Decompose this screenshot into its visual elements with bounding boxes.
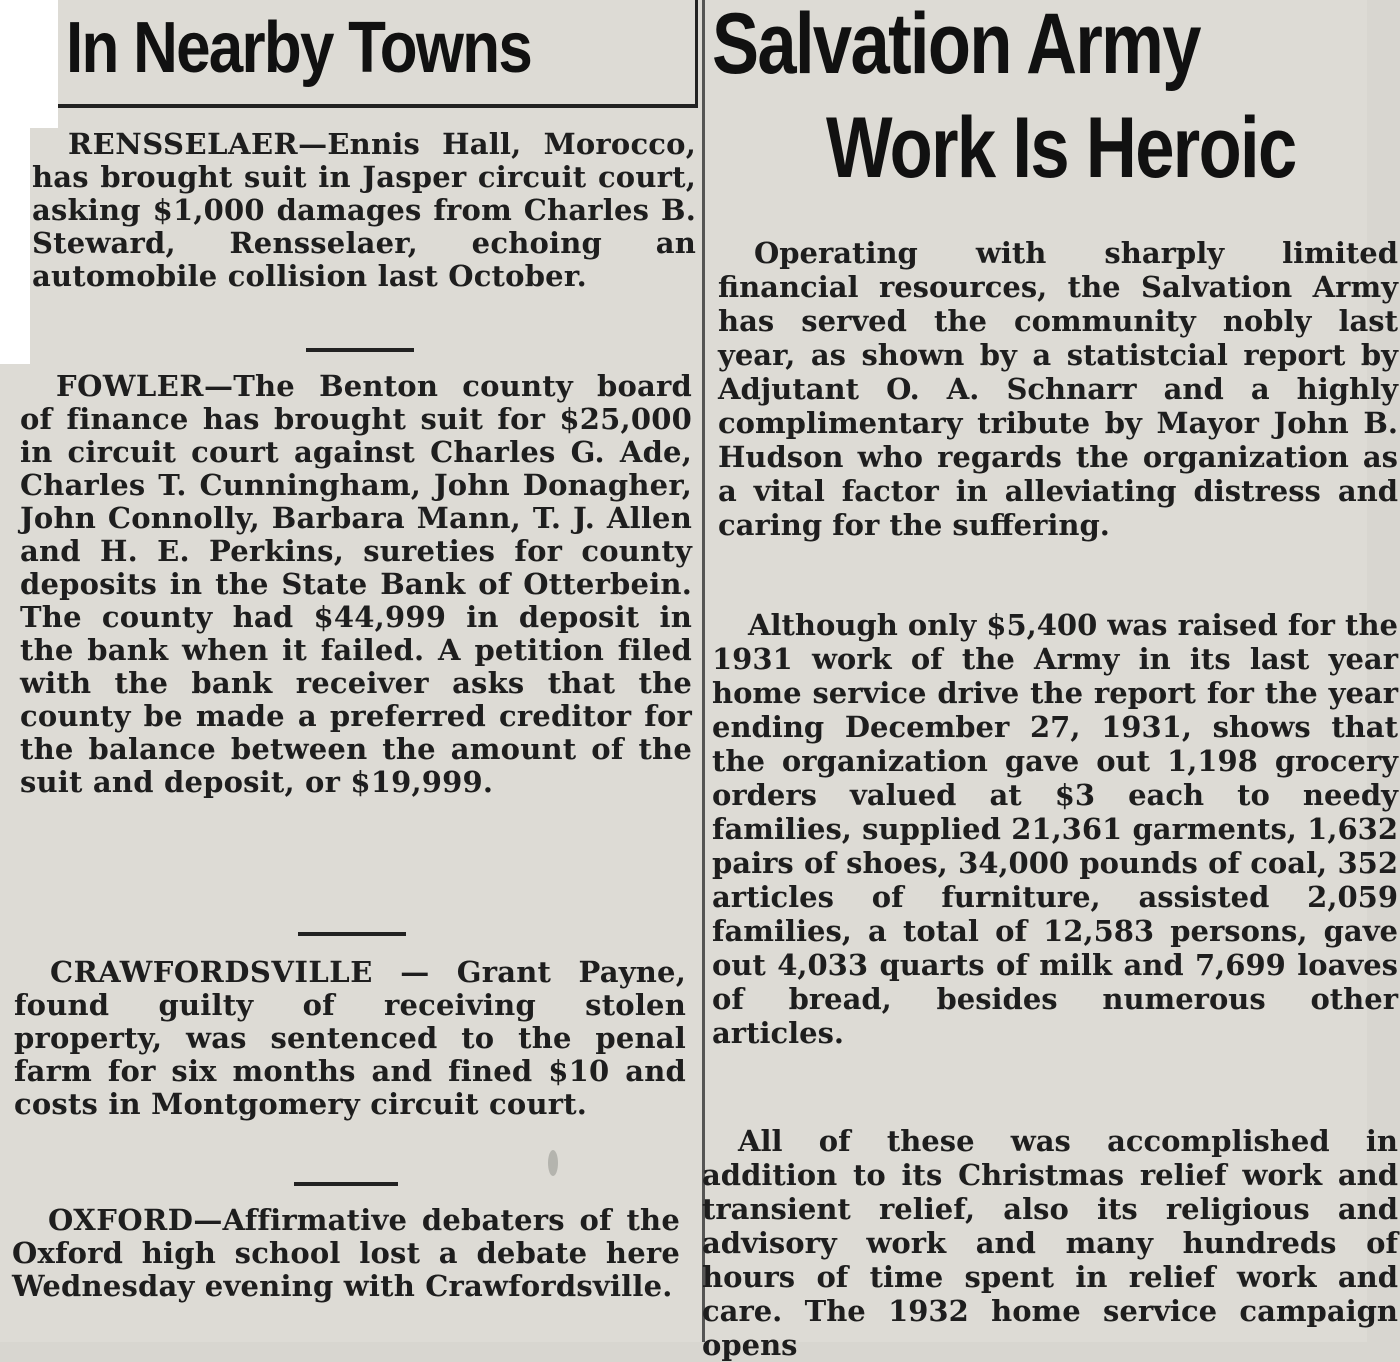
right-headline-line1: Salvation Army: [712, 0, 1200, 92]
article-paragraph-1: Operating with sharply limited financial resources, the Salvation Army has served the community nobly last year, as shown by a statistcial report by Adjutant O. A. Schnarr and a highly complimentary tribute by Mayor John B. Hudson who regards the organization as a vital factor in alleviating distress and caring for the suffering.: [718, 236, 1398, 542]
item-place: OXFORD: [48, 1203, 194, 1237]
item-place: CRAWFORDSVILLE: [50, 955, 373, 989]
left-headline: In Nearby Towns: [66, 8, 532, 88]
news-item-oxford: [12, 1204, 680, 1303]
item-divider: [306, 348, 414, 352]
item-divider: [294, 1182, 398, 1186]
article-paragraph-3: All of these was accomplished in addition to its Christmas relief work and transient relief, also its religious and advisory work and many hundreds of hours of time spent in relief work and care. The 1932 home service campaign opens: [702, 1124, 1398, 1362]
item-text: —Ennis Hall, Morocco, has brought suit in Jasper circuit court, asking $1,000 damages from Charles B. Steward, Rensselaer, echoing an automobile collision last October.: [32, 127, 696, 293]
left-column: [0, 0, 700, 1342]
news-item-rensselaer: [32, 128, 696, 293]
right-headline-line2: Work Is Heroic: [826, 100, 1296, 196]
print-smudge: [548, 1150, 558, 1176]
news-item-fowler: [20, 370, 692, 799]
right-column: [702, 0, 1398, 1362]
item-text: — Grant Payne, found guilty of receiving stolen property, was sentenced to the penal farm for six months and fined $10 and costs in Montgomery circuit court.: [14, 955, 686, 1121]
item-place: RENSSELAER: [68, 127, 299, 161]
item-place: FOWLER: [56, 369, 205, 403]
item-divider: [298, 932, 406, 936]
article-paragraph-2: Although only $5,400 was raised for the 1931 work of the Army in its last year home service drive the report for the year ending December 27, 1931, shows that the organization gave out 1,198 grocery orders valued at $3 each to needy families, supplied 21,361 garments, 1,632 pairs of shoes, 34,000 pounds of coal, 352 articles of furniture, assisted 2,059 families, a total of 12,583 persons, gave out 4,033 quarts of milk and 7,699 loaves of bread, besides numerous other articles.: [712, 608, 1398, 1050]
item-text: —The Benton county board of finance has brought suit for $25,000 in circuit court against Charles G. Ade, Charles T. Cunningham, John Donagher, John Connolly, Barbara Mann, T. J. Allen and H. E. Perkins, sureties for county deposits in the State Bank of Otterbein. The county had $44,999 in deposit in the bank when it failed. A petition filed with the bank receiver asks that the county be made a preferred creditor for the balance between the amount of the suit and deposit, or $19,999.: [20, 369, 692, 799]
news-item-crawfordsville: [14, 956, 686, 1121]
item-text: —Affirmative debaters of the Oxford high school lost a debate here Wednesday evening with Crawfordsville.: [12, 1203, 680, 1303]
